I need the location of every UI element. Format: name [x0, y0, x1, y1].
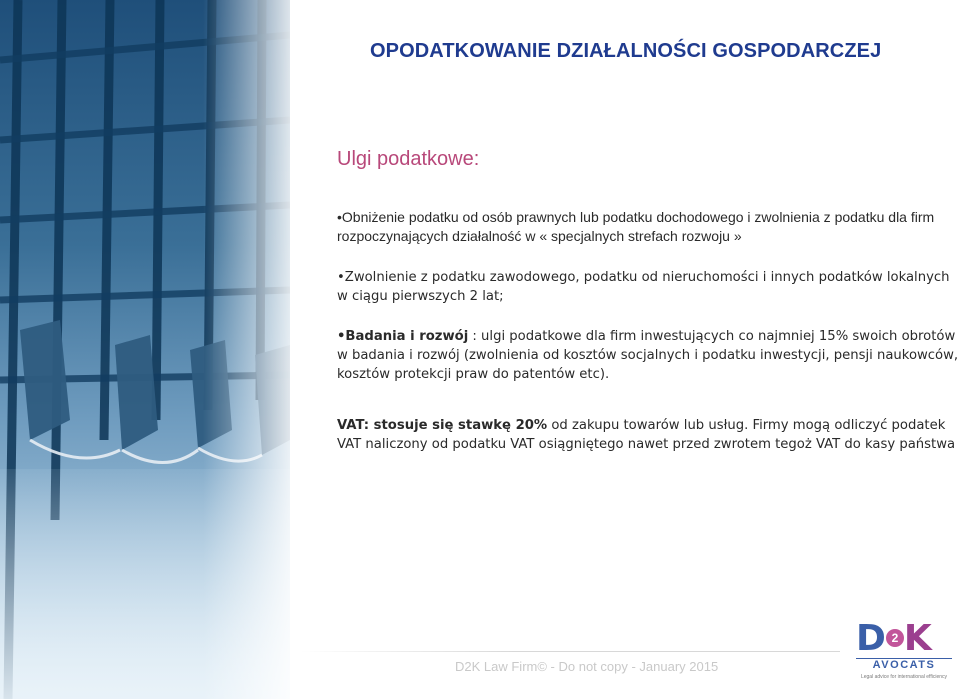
logo-tagline: Legal advice for international efficiency: [860, 674, 948, 680]
vat-heading: VAT: stosuje się stawkę 20%: [337, 418, 548, 433]
bullet-research-heading: •Badania i rozwój: [337, 329, 469, 344]
vat-paragraph: [337, 416, 959, 454]
logo-lettering: D K: [856, 618, 930, 659]
logo-circle-number: 2: [886, 629, 904, 647]
slide-subtitle: Ulgi podatkowe:: [337, 148, 480, 170]
bullet-research-text: : ulgi podatkowe dla firm inwestujących co najmniej 15% swoich obrotów w badania i rozwój (zwolnienia od kosztów socjalnych i podatku inwestycji, pensji naukowców, kosztów protekcji praw do patentów etc).: [337, 329, 959, 382]
decorative-photo-panel: [0, 0, 290, 699]
slide-title: OPODATKOWANIE DZIAŁALNOŚCI GOSPODARCZEJ: [370, 40, 882, 62]
footer-copyright: D2K Law Firm© - Do not copy - January 2015: [455, 659, 719, 674]
image-fade: [0, 0, 290, 699]
d2k-logo: [848, 618, 958, 690]
logo-name: AVOCATS: [856, 658, 952, 671]
footer-divider: [300, 651, 840, 652]
bullet-local-taxes: •Zwolnienie z podatku zawodowego, podatku od nieruchomości i innych podatków lokalnych w ciągu pierwszych 2 lat;: [337, 270, 950, 304]
bullet-research: [337, 327, 959, 384]
slide-content: [337, 208, 959, 476]
vat-text: od zakupu towarów lub usług. Firmy mogą odliczyć podatek VAT naliczony od podatku VAT osiągniętego nawet przed zwrotem tegoż VAT do kasy państwa: [337, 418, 956, 452]
bullet-special-zones: •Obniżenie podatku od osób prawnych lub podatku dochodowego i zwolnienia z podatku dla firm rozpoczynających działalność w « specjalnych strefach rozwoju »: [337, 209, 935, 244]
